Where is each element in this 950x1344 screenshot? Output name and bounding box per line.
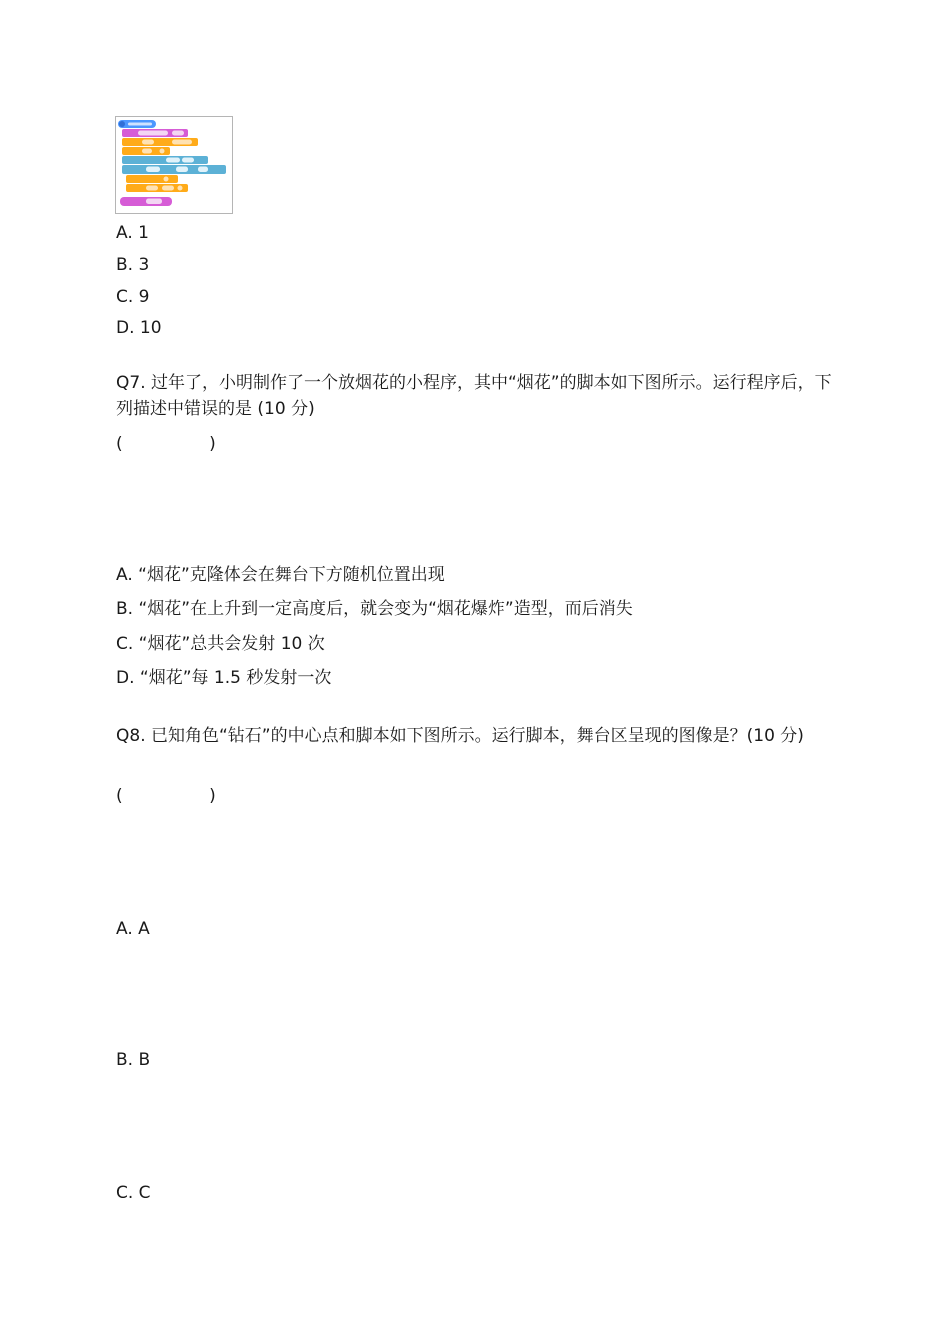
q8-option-c[interactable]: C. C [116,1183,151,1203]
q8-answer-blank[interactable]: ( ) [116,786,216,806]
q7-option-a[interactable]: A. “烟花”克隆体会在舞台下方随机位置出现 [116,565,445,585]
q6-option-a[interactable]: A. 1 [116,223,149,243]
script-image [115,116,233,214]
code-blocks-graphic [116,117,232,213]
q7-question: Q7. 过年了，小明制作了一个放烟花的小程序，其中“烟花”的脚本如下图所示。运行程序后，下列描述中错误的是 (10 分) [116,373,832,419]
q8-option-b[interactable]: B. B [116,1050,151,1070]
q7-answer-blank[interactable]: ( ) [116,434,216,454]
q7-option-b[interactable]: B. “烟花”在上升到一定高度后，就会变为“烟花爆炸”造型，而后消失 [116,599,633,619]
q8-question: Q8. 已知角色“钻石”的中心点和脚本如下图所示。运行脚本，舞台区呈现的图像是？(10 分) [116,726,804,746]
q7-option-d[interactable]: D. “烟花”每 1.5 秒发射一次 [116,668,332,688]
q6-option-b[interactable]: B. 3 [116,255,150,275]
q8-option-a[interactable]: A. A [116,919,150,939]
q7-option-c[interactable]: C. “烟花”总共会发射 10 次 [116,634,325,654]
q6-option-d[interactable]: D. 10 [116,318,162,338]
q6-option-c[interactable]: C. 9 [116,287,150,307]
